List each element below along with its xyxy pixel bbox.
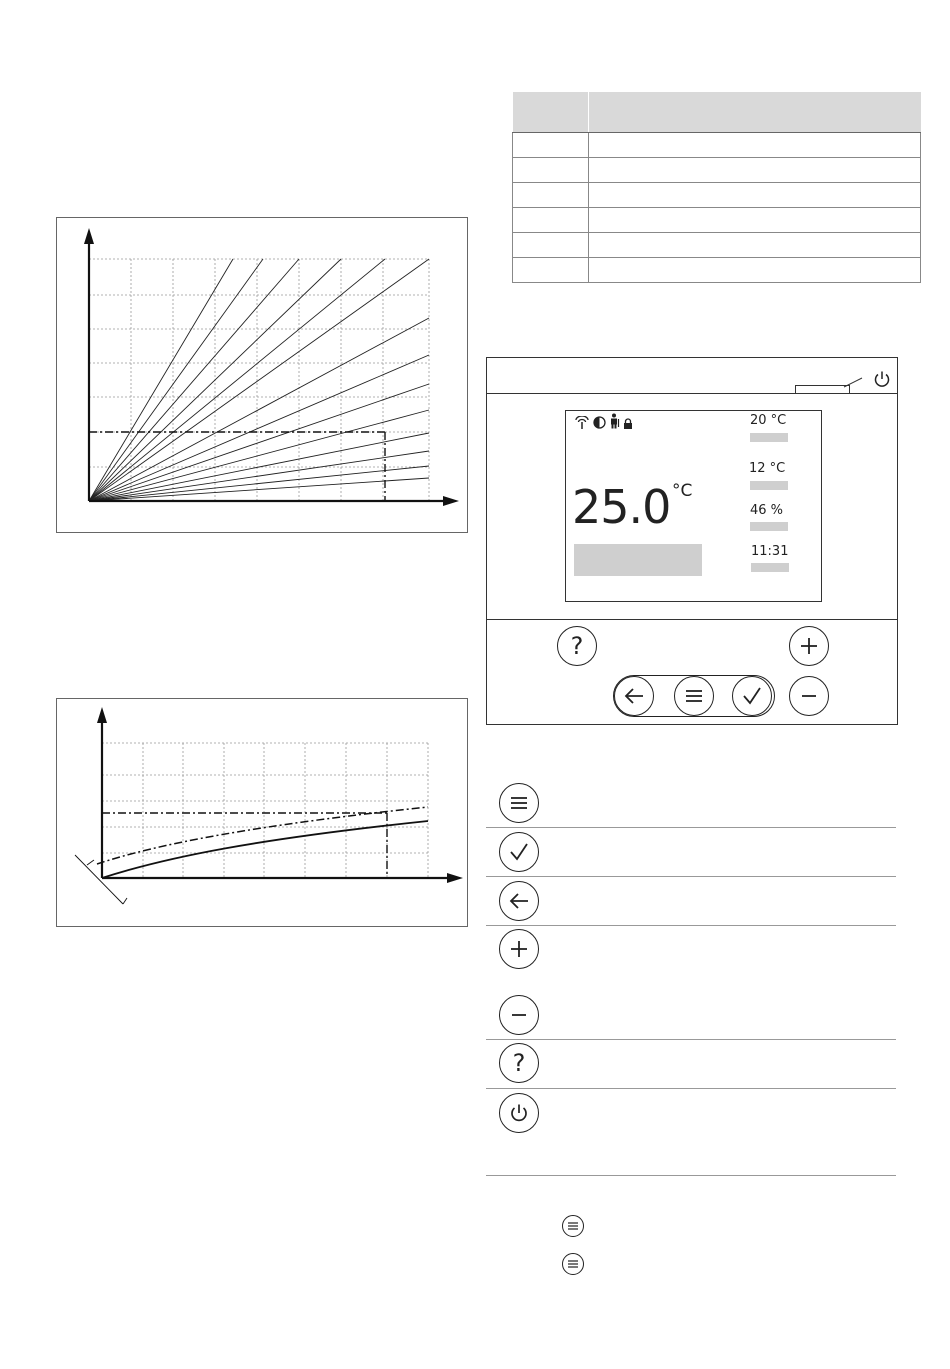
- axes: [89, 240, 445, 501]
- step-2-menu-button: [562, 1253, 584, 1275]
- legend-back-button: [499, 881, 539, 921]
- legend-row-plus-minus: [486, 926, 896, 1040]
- table-row: [513, 208, 921, 233]
- curve-shift-svg: [57, 699, 467, 926]
- check-icon: [508, 842, 530, 862]
- minus-button[interactable]: [789, 676, 829, 716]
- antenna-icon: [574, 416, 590, 435]
- table-cell: [589, 233, 921, 258]
- legend-help-button: [499, 1043, 539, 1083]
- panel-top-divider: [487, 393, 897, 394]
- reading-value-2: 12 °C: [749, 461, 786, 476]
- heating-curve-svg: [57, 218, 467, 532]
- table-cell: [513, 233, 589, 258]
- question-icon: ?: [512, 1049, 526, 1077]
- y-axis-arrow: [97, 707, 107, 723]
- check-icon: [741, 686, 763, 706]
- menu-button[interactable]: [674, 676, 714, 716]
- table-row: [513, 258, 921, 283]
- table-cell: [513, 133, 589, 158]
- reading-value-1: 20 °C: [750, 413, 787, 428]
- power-leader-line: [842, 368, 872, 390]
- menu-icon: [567, 1259, 579, 1269]
- power-icon: [509, 1103, 529, 1123]
- table-cell: [513, 258, 589, 283]
- table-row: [513, 158, 921, 183]
- question-icon: ?: [570, 632, 584, 660]
- table-header-cell: [513, 92, 589, 133]
- x-axis-arrow: [447, 873, 463, 883]
- heating-curve-chart: [56, 217, 468, 533]
- x-axis-arrow: [443, 496, 459, 506]
- legend-plus-button: [499, 929, 539, 969]
- y-axis-arrow: [84, 228, 94, 244]
- clock-mode-icon: [593, 416, 606, 434]
- confirm-button[interactable]: [732, 676, 772, 716]
- reading-label-bar-2: [750, 481, 788, 490]
- table-cell: [589, 133, 921, 158]
- back-button[interactable]: [614, 676, 654, 716]
- legend-menu-button: [499, 783, 539, 823]
- legend-power-button: [499, 1093, 539, 1133]
- minus-icon: [509, 1005, 529, 1025]
- power-icon[interactable]: [873, 370, 891, 388]
- plus-button[interactable]: [789, 626, 829, 666]
- legend-row-help: [486, 1040, 896, 1089]
- parameter-table: [512, 92, 921, 283]
- plus-icon: [799, 636, 819, 656]
- legend-row-back: [486, 877, 896, 926]
- table-cell: [589, 158, 921, 183]
- legend-row-confirm: [486, 828, 896, 877]
- arrow-left-icon: [623, 687, 645, 705]
- legend-minus-button: [499, 995, 539, 1035]
- main-temperature-value: 25.0: [572, 480, 671, 534]
- table-cell: [513, 183, 589, 208]
- table-cell: [513, 208, 589, 233]
- arrow-left-icon: [508, 892, 530, 910]
- mode-text-bar: [574, 544, 702, 576]
- reading-value-4: 11:31: [751, 544, 789, 559]
- table-header-cell: [589, 92, 921, 133]
- controller-panel: [486, 357, 898, 725]
- reading-label-bar-3: [750, 522, 788, 531]
- menu-icon: [509, 795, 529, 811]
- step-1-menu-button: [562, 1215, 584, 1237]
- shifted-curve: [97, 807, 428, 864]
- lock-icon: [623, 417, 633, 435]
- menu-icon: [684, 688, 704, 704]
- display-screen: [565, 410, 822, 602]
- axes: [102, 721, 449, 878]
- minus-icon: [799, 686, 819, 706]
- plus-icon: [509, 939, 529, 959]
- curve-shift-chart: [56, 698, 468, 927]
- reading-label-bar-1: [750, 433, 788, 442]
- legend-confirm-button: [499, 832, 539, 872]
- table-cell: [589, 258, 921, 283]
- main-temperature-unit: °C: [672, 481, 693, 501]
- legend-row-power: [486, 1089, 896, 1176]
- reading-value-3: 46 %: [750, 503, 784, 518]
- help-button[interactable]: [557, 626, 597, 666]
- legend-row-menu: [486, 780, 896, 828]
- reading-label-bar-4: [751, 563, 789, 572]
- table-row: [513, 133, 921, 158]
- table-cell: [589, 183, 921, 208]
- table-row: [513, 183, 921, 208]
- table-cell: [589, 208, 921, 233]
- grid: [102, 743, 428, 878]
- panel-bottom-divider: [487, 619, 897, 620]
- table-row: [513, 233, 921, 258]
- table-cell: [513, 158, 589, 183]
- menu-icon: [567, 1221, 579, 1231]
- person-icon: [609, 413, 621, 434]
- table-header-row: [513, 92, 921, 133]
